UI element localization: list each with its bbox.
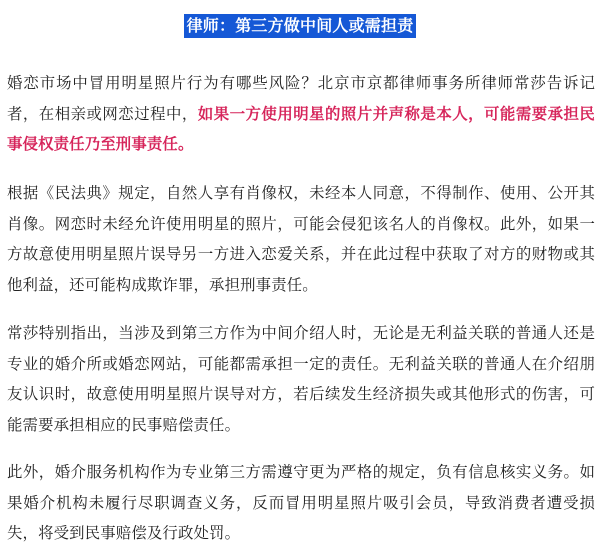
paragraph-3: 常莎特别指出，当涉及到第三方作为中间介绍人时，无论是无利益关联的普通人还是专业的婚介所或婚恋网站，可能都需承担一定的责任。无利益关联的普通人在介绍朋友认识时，故意使用明星照片误导对方，若后续发生经济损失或其他形式的伤害，可能需要承担相应的民事赔偿责任。 [7, 324, 595, 434]
paragraph-1 [7, 68, 595, 160]
section-heading: 律师：第三方做中间人或需担责 [184, 14, 417, 38]
paragraph-1-text: 婚恋市场中冒用明星照片行为有哪些风险？北京市京都律师事务所律师常莎告诉记者，在相亲或网恋过程中， [7, 74, 595, 123]
paragraph-1-highlight: 如果一方使用明星的照片并声称是本人，可能需要承担民事侵权责任乃至刑事责任。 [7, 104, 595, 153]
heading-container [0, 14, 600, 38]
paragraph-4: 此外，婚介服务机构作为专业第三方需遵守更为严格的规定，负有信息核实义务。如果婚介机构未履行尽职调查义务，反而冒用明星照片吸引会员，导致消费者遭受损失，将受到民事赔偿及行政处罚。 [7, 463, 595, 542]
paragraph-2: 根据《民法典》规定，自然人享有肖像权，未经本人同意，不得制作、使用、公开其肖像。网恋时未经允许使用明星的照片，可能会侵犯该名人的肖像权。此外，如果一方故意使用明星照片误导另一方进入恋爱关系，并在此过程中获取了对方的财物或其他利益，还可能构成欺诈罪，承担刑事责任。 [7, 184, 595, 294]
